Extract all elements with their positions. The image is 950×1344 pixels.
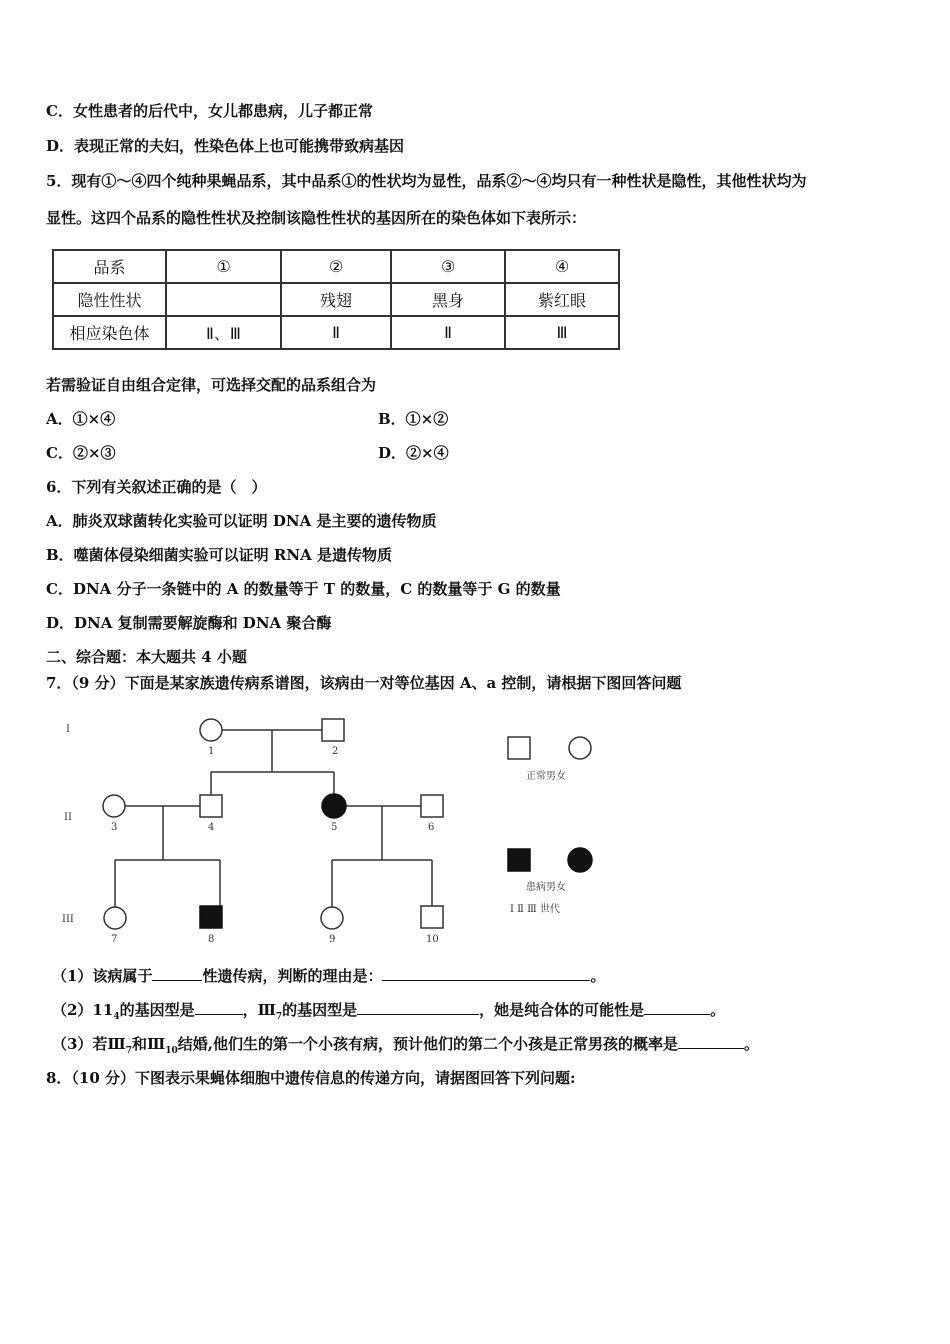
answer-blank[interactable] [357, 999, 479, 1015]
subscript: 7 [125, 1046, 132, 1056]
table-cell: Ⅱ、Ⅲ [166, 316, 281, 349]
table-cell: Ⅱ [281, 316, 391, 349]
table-row [53, 250, 619, 283]
pedigree-chart [60, 712, 640, 952]
q5-option-d: D．②×④ [378, 444, 449, 462]
answer-blank[interactable] [195, 999, 243, 1015]
q6-stem: 6．下列有关叙述正确的是（ ） [46, 478, 267, 496]
table-row [53, 283, 619, 316]
table-cell: 残翅 [281, 283, 391, 316]
table-cell: 相应染色体 [53, 316, 166, 349]
legend-generation-label: Ⅰ Ⅱ Ⅲ 世代 [510, 904, 560, 915]
q7-part1-text-b: 性遗传病，判断的理由是： [202, 967, 383, 985]
individual-label: 9 [329, 934, 336, 945]
table-cell: ① [166, 250, 281, 283]
table-cell: 隐性性状 [53, 283, 166, 316]
individual-10 [421, 906, 443, 928]
legend-affected-male-icon [508, 849, 530, 871]
q7-part3-text-b: 和Ⅲ [131, 1035, 166, 1053]
q6-option-a: A．肺炎双球菌转化实验可以证明 DNA 是主要的遗传物质 [46, 512, 437, 530]
legend-normal-male-icon [508, 737, 530, 759]
q7-part2-text-d: 的基因型是 [282, 1001, 358, 1019]
individual-3 [103, 795, 125, 817]
q7-part1-text-a: （1）该病属于 [52, 967, 153, 985]
q7-part1-text-c: 。 [590, 967, 606, 985]
individual-label: 4 [208, 822, 215, 833]
q5-question: 若需验证自由组合定律，可选择交配的品系组合为 [46, 376, 377, 394]
q7-part3 [52, 1033, 759, 1061]
individual-7 [104, 907, 126, 929]
subscript: 4 [113, 1012, 120, 1022]
q5-option-b: B．①×② [378, 410, 449, 428]
table-cell: 紫红眼 [505, 283, 619, 316]
q4-option-d: D．表现正常的夫妇，性染色体上也可能携带致病基因 [46, 137, 405, 155]
q7-part3-text-c: 结婚,他们生的第一个小孩有病，预计他们的第二个小孩是正常男孩的概率是 [177, 1035, 679, 1053]
table-cell [166, 283, 281, 316]
individual-8 [200, 906, 222, 928]
legend-normal-female-icon [569, 737, 591, 759]
individual-5 [322, 794, 346, 818]
individual-4 [200, 795, 222, 817]
individual-label: 8 [208, 934, 215, 945]
individual-label: 1 [208, 746, 215, 757]
q8-stem: 8．（10 分）下图表示果蝇体细胞中遗传信息的传递方向，请据图回答下列问题: [46, 1069, 576, 1087]
q5-stem-line1: 5．现有①～④四个纯种果蝇品系，其中品系①的性状均为显性，品系②～④均只有一种性状是隐性，其他性状均为 [46, 172, 807, 190]
q5-stem-line2: 显性。这四个品系的隐性性状及控制该隐性性状的基因所在的染色体如下表所示： [46, 209, 587, 227]
q7-part2-text-e: ，她是纯合体的可能性是 [479, 1001, 645, 1019]
individual-6 [421, 795, 443, 817]
strain-table [52, 249, 620, 350]
subscript: 10 [165, 1046, 178, 1056]
table-cell: 品系 [53, 250, 166, 283]
individual-label: 3 [111, 822, 118, 833]
answer-blank[interactable] [678, 1033, 744, 1049]
q5-option-c: C．②×③ [46, 444, 116, 462]
individual-2 [322, 719, 344, 741]
q7-part2 [52, 999, 725, 1027]
answer-blank[interactable] [382, 965, 590, 981]
subscript: 7 [275, 1012, 283, 1022]
answer-blank[interactable] [152, 965, 202, 981]
table-cell: ④ [505, 250, 619, 283]
table-cell: ② [281, 250, 391, 283]
section-2-heading: 二、综合题：本大题共 4 小题 [46, 648, 247, 666]
q7-stem: 7．（9 分）下面是某家族遗传病系谱图，该病由一对等位基因 A、a 控制，请根据下图回答问题 [46, 674, 682, 692]
q7-part2-text-f: 。 [710, 1001, 726, 1019]
table-cell: Ⅱ [391, 316, 505, 349]
q7-part3-text-d: 。 [744, 1035, 760, 1053]
legend-affected-female-icon [568, 848, 592, 872]
individual-1 [200, 719, 222, 741]
generation-label: I [66, 724, 70, 735]
generation-label: III [62, 914, 74, 925]
q5-option-a: A．①×④ [46, 410, 116, 428]
individual-label: 2 [332, 746, 339, 757]
q6-option-d: D．DNA 复制需要解旋酶和 DNA 聚合酶 [46, 614, 332, 632]
table-cell: 黑身 [391, 283, 505, 316]
generation-label: II [64, 812, 72, 823]
table-cell: ③ [391, 250, 505, 283]
individual-label: 10 [426, 934, 439, 945]
q7-part2-text-a: （2）11 [52, 1001, 114, 1019]
q7-part1 [52, 965, 605, 986]
q4-option-c: C．女性患者的后代中，女儿都患病，儿子都正常 [46, 102, 373, 120]
q7-part2-text-c: ，Ⅲ [242, 1001, 276, 1019]
individual-label: 5 [331, 822, 338, 833]
q6-option-c: C．DNA 分子一条链中的 A 的数量等于 T 的数量，C 的数量等于 G 的数量 [46, 580, 561, 598]
q7-part2-text-b: 的基因型是 [119, 1001, 195, 1019]
q6-option-b: B．噬菌体侵染细菌实验可以证明 RNA 是遗传物质 [46, 546, 392, 564]
individual-9 [321, 907, 343, 929]
individual-label: 7 [111, 934, 118, 945]
q7-part3-text-a: （3）若Ⅲ [52, 1035, 126, 1053]
legend-affected-label: 患病男女 [526, 882, 566, 893]
answer-blank[interactable] [644, 999, 710, 1015]
legend-normal-label: 正常男女 [526, 771, 566, 782]
individual-label: 6 [428, 822, 435, 833]
table-row [53, 316, 619, 349]
table-cell: Ⅲ [505, 316, 619, 349]
